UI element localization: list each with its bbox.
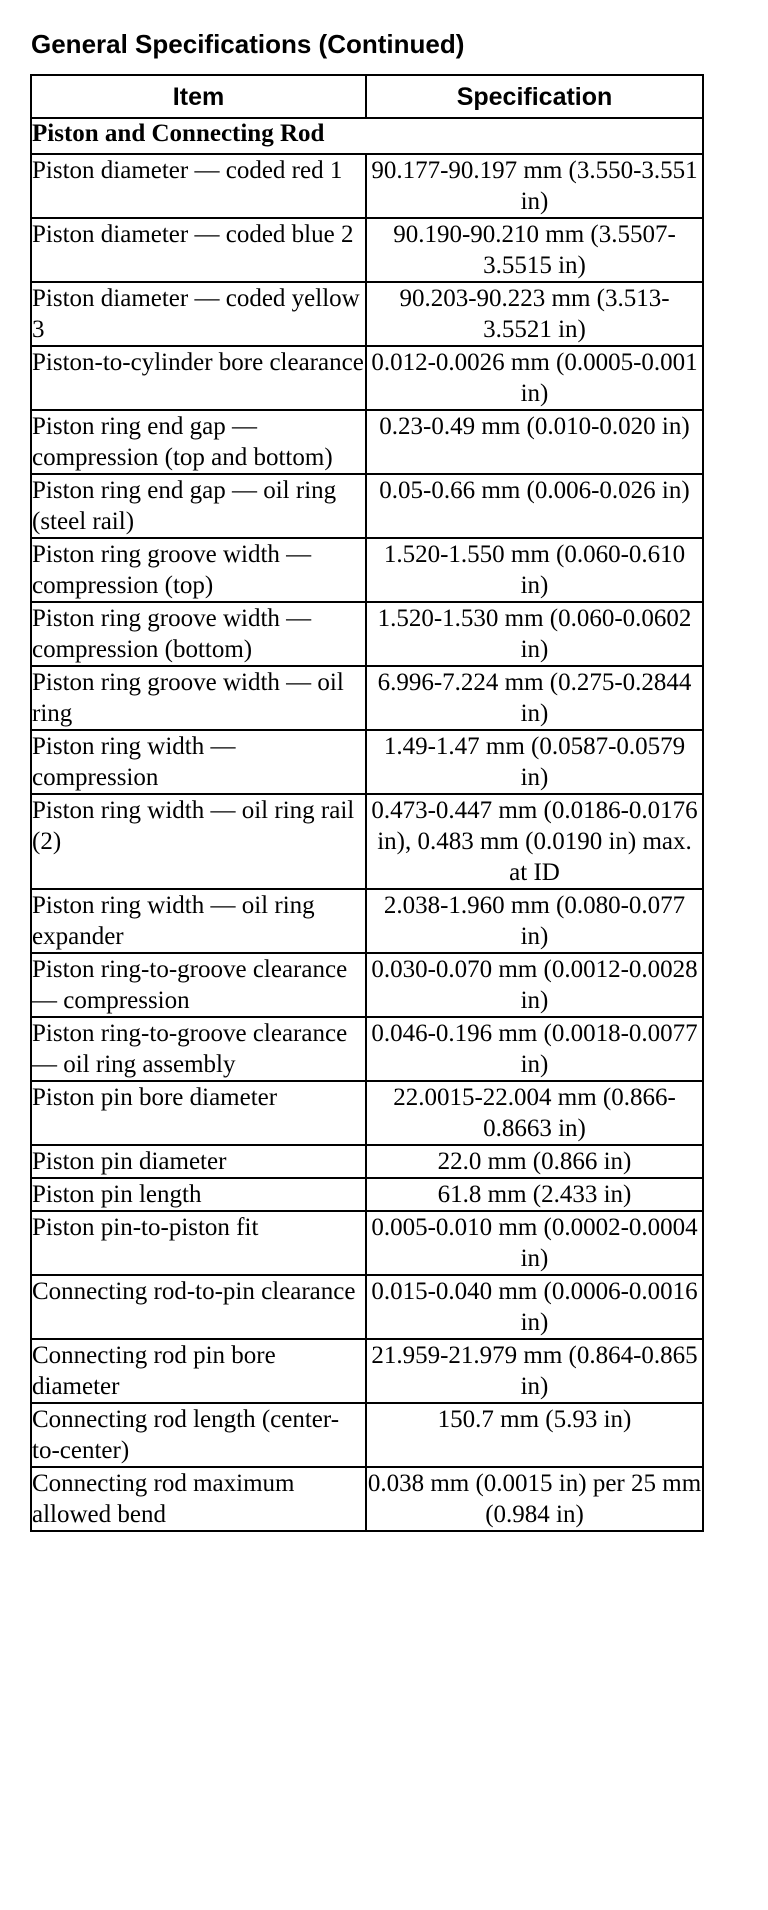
specification-cell: 90.190-90.210 mm (3.5507-3.5515 in) bbox=[366, 218, 703, 282]
item-cell: Piston pin bore diameter bbox=[31, 1081, 366, 1145]
item-cell: Piston ring-to-groove clearance — compression bbox=[31, 953, 366, 1017]
table-header-row bbox=[31, 75, 703, 118]
table-row bbox=[31, 218, 703, 282]
specification-cell: 0.23-0.49 mm (0.010-0.020 in) bbox=[366, 410, 703, 474]
item-cell: Piston ring width — oil ring rail (2) bbox=[31, 794, 366, 889]
table-row bbox=[31, 1467, 703, 1531]
table-row bbox=[31, 889, 703, 953]
item-cell: Piston diameter — coded blue 2 bbox=[31, 218, 366, 282]
item-cell: Connecting rod maximum allowed bend bbox=[31, 1467, 366, 1531]
specifications-table bbox=[30, 74, 704, 1532]
column-header-specification: Specification bbox=[366, 75, 703, 118]
table-body bbox=[31, 118, 703, 1531]
specification-cell: 6.996-7.224 mm (0.275-0.2844 in) bbox=[366, 666, 703, 730]
item-cell: Piston pin diameter bbox=[31, 1145, 366, 1178]
item-cell: Piston-to-cylinder bore clearance bbox=[31, 346, 366, 410]
specification-cell: 0.015-0.040 mm (0.0006-0.0016 in) bbox=[366, 1275, 703, 1339]
table-row bbox=[31, 1178, 703, 1211]
item-cell: Piston ring end gap — oil ring (steel rail) bbox=[31, 474, 366, 538]
table-row bbox=[31, 154, 703, 218]
table-row bbox=[31, 1145, 703, 1178]
specification-cell: 61.8 mm (2.433 in) bbox=[366, 1178, 703, 1211]
table-row bbox=[31, 410, 703, 474]
item-cell: Piston ring groove width — oil ring bbox=[31, 666, 366, 730]
table-row bbox=[31, 474, 703, 538]
specification-cell: 0.005-0.010 mm (0.0002-0.0004 in) bbox=[366, 1211, 703, 1275]
item-cell: Piston diameter — coded red 1 bbox=[31, 154, 366, 218]
table-row bbox=[31, 1211, 703, 1275]
table-row bbox=[31, 1275, 703, 1339]
specification-cell: 0.038 mm (0.0015 in) per 25 mm (0.984 in) bbox=[366, 1467, 703, 1531]
specification-cell: 1.520-1.530 mm (0.060-0.0602 in) bbox=[366, 602, 703, 666]
item-cell: Connecting rod length (center-to-center) bbox=[31, 1403, 366, 1467]
item-cell: Piston ring groove width — compression (bottom) bbox=[31, 602, 366, 666]
specification-cell: 0.473-0.447 mm (0.0186-0.0176 in), 0.483 mm (0.0190 in) max. at ID bbox=[366, 794, 703, 889]
table-row bbox=[31, 602, 703, 666]
table-row bbox=[31, 1403, 703, 1467]
table-row bbox=[31, 666, 703, 730]
item-cell: Piston diameter — coded yellow 3 bbox=[31, 282, 366, 346]
item-cell: Piston ring-to-groove clearance — oil ring assembly bbox=[31, 1017, 366, 1081]
specification-cell: 90.177-90.197 mm (3.550-3.551 in) bbox=[366, 154, 703, 218]
specification-cell: 1.520-1.550 mm (0.060-0.610 in) bbox=[366, 538, 703, 602]
specification-cell: 2.038-1.960 mm (0.080-0.077 in) bbox=[366, 889, 703, 953]
specification-cell: 21.959-21.979 mm (0.864-0.865 in) bbox=[366, 1339, 703, 1403]
specification-cell: 22.0015-22.004 mm (0.866-0.8663 in) bbox=[366, 1081, 703, 1145]
specification-cell: 0.012-0.0026 mm (0.0005-0.001 in) bbox=[366, 346, 703, 410]
specification-cell: 90.203-90.223 mm (3.513-3.5521 in) bbox=[366, 282, 703, 346]
section-heading: Piston and Connecting Rod bbox=[31, 118, 703, 154]
item-cell: Connecting rod pin bore diameter bbox=[31, 1339, 366, 1403]
item-cell: Piston ring groove width — compression (top) bbox=[31, 538, 366, 602]
item-cell: Piston ring width — compression bbox=[31, 730, 366, 794]
table-row bbox=[31, 953, 703, 1017]
table-row bbox=[31, 538, 703, 602]
specification-cell: 1.49-1.47 mm (0.0587-0.0579 in) bbox=[366, 730, 703, 794]
table-row bbox=[31, 1081, 703, 1145]
item-cell: Piston pin-to-piston fit bbox=[31, 1211, 366, 1275]
item-cell: Piston ring end gap — compression (top and bottom) bbox=[31, 410, 366, 474]
item-cell: Connecting rod-to-pin clearance bbox=[31, 1275, 366, 1339]
column-header-item: Item bbox=[31, 75, 366, 118]
item-cell: Piston ring width — oil ring expander bbox=[31, 889, 366, 953]
table-row bbox=[31, 794, 703, 889]
table-row bbox=[31, 1017, 703, 1081]
specification-cell: 0.046-0.196 mm (0.0018-0.0077 in) bbox=[366, 1017, 703, 1081]
section-row bbox=[31, 118, 703, 154]
table-row bbox=[31, 730, 703, 794]
specification-cell: 22.0 mm (0.866 in) bbox=[366, 1145, 703, 1178]
specification-cell: 150.7 mm (5.93 in) bbox=[366, 1403, 703, 1467]
table-row bbox=[31, 346, 703, 410]
table-row bbox=[31, 1339, 703, 1403]
table-row bbox=[31, 282, 703, 346]
page-title: General Specifications (Continued) bbox=[31, 29, 465, 59]
specification-cell: 0.05-0.66 mm (0.006-0.026 in) bbox=[366, 474, 703, 538]
item-cell: Piston pin length bbox=[31, 1178, 366, 1211]
specification-cell: 0.030-0.070 mm (0.0012-0.0028 in) bbox=[366, 953, 703, 1017]
